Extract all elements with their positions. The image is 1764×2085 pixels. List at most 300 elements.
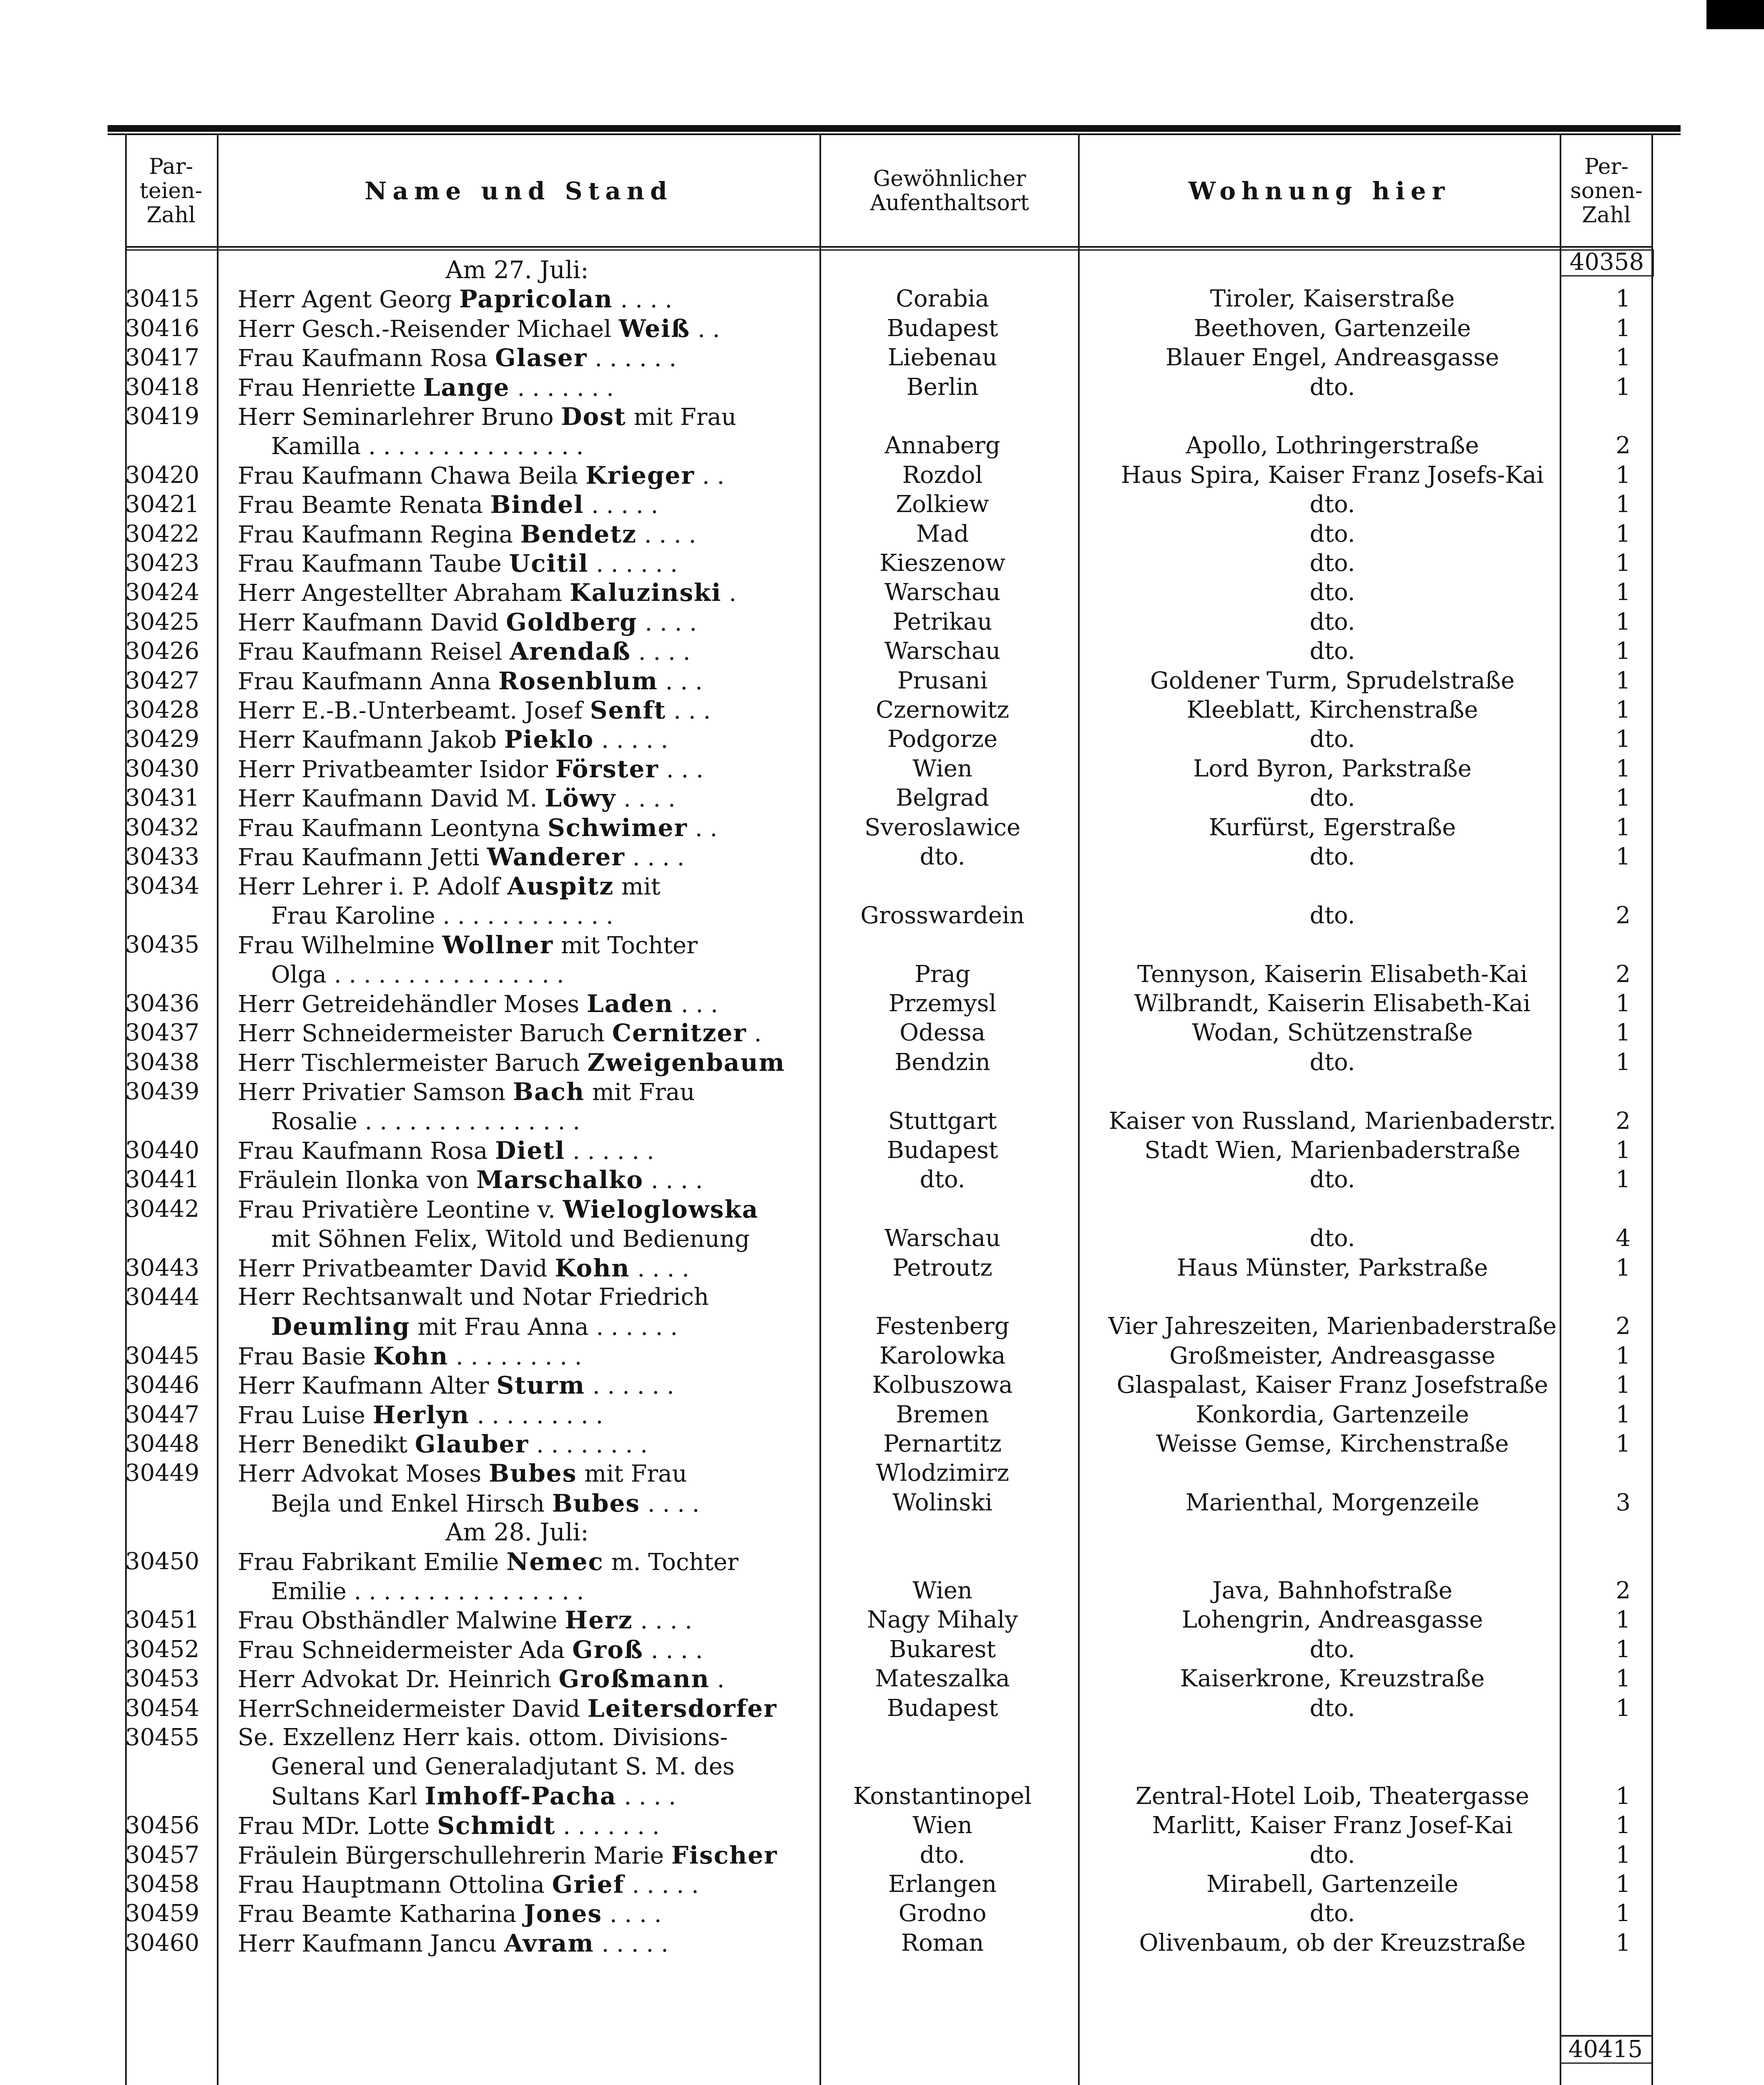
name-tail: . . <box>690 315 720 343</box>
table-row <box>125 872 1651 930</box>
name-prefix: Herr Advokat Dr. Heinrich <box>238 1666 559 1693</box>
surname: Ucitil <box>509 549 589 578</box>
surname: Nemec <box>506 1547 604 1576</box>
entry-number: 30418 <box>125 373 200 401</box>
table-row <box>125 1341 1651 1371</box>
name-prefix: Herr Benedikt <box>238 1431 415 1458</box>
table-row <box>125 637 1651 666</box>
table-row <box>125 1283 1651 1341</box>
residence: dto. <box>1309 1900 1355 1927</box>
name-prefix: Frau Kaufmann Jetti <box>238 844 487 871</box>
header-rule <box>125 246 1651 248</box>
table-row <box>125 343 1651 372</box>
name-tail: mit <box>614 873 661 901</box>
name-tail: . . . . <box>602 1901 662 1928</box>
table-row <box>125 1400 1651 1429</box>
residence: dto. <box>1309 1166 1355 1193</box>
entry-number: 30419 <box>125 403 200 430</box>
persons: 1 <box>1616 1635 1631 1663</box>
entry-number: 30438 <box>125 1048 200 1076</box>
surname: Löwy <box>545 784 616 813</box>
residence: dto. <box>1309 1694 1355 1722</box>
name-prefix: Herr Kaufmann Alter <box>238 1372 497 1400</box>
residence: Beethoven, Gartenzeile <box>1194 314 1471 342</box>
origin: Belgrad <box>895 784 990 812</box>
residence: dto. <box>1309 902 1355 929</box>
surname: Auspitz <box>507 872 614 901</box>
residence: dto. <box>1309 784 1355 812</box>
name-line <box>238 1195 930 1225</box>
entry-number: 30439 <box>125 1078 200 1105</box>
origin: Wlodzimirz <box>876 1460 1009 1487</box>
surname: Kohn <box>373 1341 449 1370</box>
name-prefix: Frau Kaufmann Leontyna <box>238 814 548 842</box>
table-row <box>125 1371 1651 1400</box>
header-residence: Wohnung hier <box>1188 176 1451 205</box>
name-prefix: Herr Kaufmann David M. <box>238 785 545 813</box>
surname: Kaluzinski <box>570 578 722 607</box>
name-prefix: Frau Obsthändler Malwine <box>238 1607 565 1635</box>
table-row <box>125 725 1651 754</box>
origin: Prusani <box>897 667 988 694</box>
name-continuation: Olga . . . . . . . . . . . . . . . . <box>271 961 564 989</box>
entry-number: 30415 <box>125 285 200 313</box>
name-prefix: Frau Kaufmann Rosa <box>238 1138 495 1165</box>
residence: Weisse Gemse, Kirchenstraße <box>1156 1430 1509 1457</box>
persons: 2 <box>1616 1577 1631 1604</box>
origin: Warschau <box>884 579 1001 606</box>
name-prefix: Herr Tischlermeister Baruch <box>238 1049 588 1077</box>
name-tail: . . . . . . . <box>555 1813 660 1840</box>
origin: Bremen <box>896 1401 989 1428</box>
residence: Haus Münster, Parkstraße <box>1176 1254 1488 1281</box>
name-prefix: Frau Kaufmann Anna <box>238 668 499 695</box>
table-row <box>125 1459 1651 1517</box>
surname: Jones <box>524 1899 603 1928</box>
entry-number: 30451 <box>125 1606 200 1634</box>
surname: Lange <box>423 373 510 402</box>
persons: 1 <box>1616 1900 1631 1927</box>
name-tail: . <box>721 580 736 607</box>
name-tail: . . . <box>666 697 711 724</box>
surname: Glauber <box>415 1430 529 1458</box>
name-tail: . . . . <box>633 1607 692 1635</box>
persons: 1 <box>1616 784 1631 812</box>
entry-number: 30447 <box>125 1401 200 1428</box>
entry-number: 30458 <box>125 1871 200 1898</box>
entry-number: 30449 <box>125 1460 200 1487</box>
persons: 1 <box>1616 1841 1631 1869</box>
entry-number: 30432 <box>125 814 200 841</box>
name-tail: mit Tochter <box>553 932 698 960</box>
persons: 1 <box>1616 1019 1631 1047</box>
name-prefix: Herr Getreidehändler Moses <box>238 991 587 1018</box>
entry-number: 30456 <box>125 1812 200 1839</box>
residence: Glaspalast, Kaiser Franz Josefstraße <box>1116 1372 1548 1399</box>
header-persons: Per- sonen- Zahl <box>1570 154 1643 228</box>
residence: Marlitt, Kaiser Franz Josef-Kai <box>1152 1812 1513 1839</box>
entry-number: 30422 <box>125 520 200 548</box>
persons: 1 <box>1616 843 1631 870</box>
persons: 1 <box>1616 314 1631 342</box>
entry-number: 30416 <box>125 314 200 342</box>
persons: 1 <box>1616 461 1631 489</box>
name-prefix: Se. Exzellenz Herr kais. ottom. Divisions- <box>238 1724 728 1751</box>
origin: Karolowka <box>879 1342 1006 1369</box>
origin: Bendzin <box>895 1048 990 1076</box>
name-tail: . . . . <box>613 286 673 314</box>
residence: dto. <box>1309 608 1355 636</box>
table-row <box>125 1664 1651 1693</box>
persons: 1 <box>1616 1401 1631 1428</box>
header-rule-thin <box>125 249 1651 251</box>
residence: Marienthal, Morgenzeile <box>1185 1489 1480 1516</box>
residence: dto. <box>1309 520 1355 548</box>
name-prefix: Herr Rechtsanwalt und Notar Friedrich <box>238 1284 709 1311</box>
name-tail: . . . <box>658 756 704 783</box>
origin: Berlin <box>906 373 979 401</box>
name-tail: . . . . . . <box>588 550 678 578</box>
origin: Stuttgart <box>888 1107 997 1135</box>
surname: Glaser <box>495 344 588 372</box>
origin: Warschau <box>884 1225 1001 1252</box>
name-tail: . . . . <box>616 785 676 813</box>
table-row <box>125 1811 1651 1840</box>
origin: Corabia <box>896 285 989 313</box>
residence: Kleeblatt, Kirchenstraße <box>1186 696 1478 723</box>
entry-number: 30448 <box>125 1430 200 1457</box>
table-row <box>125 754 1651 784</box>
origin: Grosswardein <box>860 902 1025 929</box>
entry-number: 30436 <box>125 990 200 1017</box>
origin: Petrikau <box>892 608 993 636</box>
surname: Herz <box>565 1606 633 1635</box>
name-prefix: Frau Kaufmann Rosa <box>238 345 495 372</box>
name-tail: mit Frau <box>577 1460 687 1488</box>
name-line <box>238 1283 930 1312</box>
persons: 1 <box>1616 696 1631 723</box>
entry-number: 30452 <box>125 1635 200 1663</box>
persons: 1 <box>1616 1137 1631 1164</box>
header-origin: Gewöhnlicher Aufenthaltsort <box>870 166 1029 216</box>
surname: Bindel <box>490 490 584 519</box>
name-prefix: Frau Kaufmann Chawa Beila <box>238 462 586 490</box>
name-tail: . . . . . . . <box>510 374 614 402</box>
table-row <box>125 1723 1651 1811</box>
origin: Kieszenow <box>879 550 1005 577</box>
surname: Laden <box>586 990 673 1018</box>
persons: 1 <box>1616 373 1631 401</box>
name-continuation: Frau Karoline . . . . . . . . . . . . <box>271 902 613 930</box>
name-tail: . . . . <box>616 1783 676 1810</box>
residence: dto. <box>1309 491 1355 518</box>
entry-number: 30430 <box>125 755 200 782</box>
name-prefix: Frau Luise <box>238 1402 373 1429</box>
surname: Rosenblum <box>498 666 658 695</box>
table-row <box>125 1195 1651 1254</box>
name-continuation: Bejla und Enkel Hirsch <box>271 1490 552 1518</box>
origin: Odessa <box>900 1019 985 1047</box>
name-prefix: Fräulein Ilonka von <box>238 1167 477 1194</box>
entry-number: 30425 <box>125 608 200 636</box>
entry-number: 30460 <box>125 1929 200 1957</box>
origin: Mad <box>916 520 969 548</box>
origin: Konstantinopel <box>853 1782 1032 1810</box>
name-continuation: mit Frau Anna . . . . . . <box>410 1314 678 1341</box>
surname: Schwimer <box>547 813 688 842</box>
persons: 1 <box>1616 1342 1631 1369</box>
entry-number: 30457 <box>125 1841 200 1869</box>
entry-number: 30435 <box>125 931 200 959</box>
persons: 1 <box>1616 1606 1631 1634</box>
persons: 1 <box>1616 667 1631 694</box>
name-prefix: Frau Schneidermeister Ada <box>238 1636 573 1664</box>
name-continuation: Rosalie . . . . . . . . . . . . . . . <box>271 1108 580 1135</box>
entry-number: 30444 <box>125 1284 200 1311</box>
persons: 4 <box>1616 1225 1631 1252</box>
table-row <box>125 578 1651 607</box>
name-continuation: Kamilla . . . . . . . . . . . . . . . <box>271 433 584 460</box>
persons: 1 <box>1616 1782 1631 1810</box>
name-tail: mit Frau <box>585 1079 695 1106</box>
persons: 1 <box>1616 1166 1631 1193</box>
name-prefix: Frau MDr. Lotte <box>238 1813 437 1840</box>
surname: Wanderer <box>487 843 625 871</box>
name-tail: . . . . . . <box>587 345 676 372</box>
table-row <box>125 1605 1651 1635</box>
surname: Wollner <box>442 931 554 960</box>
table-row <box>125 696 1651 725</box>
entry-number: 30459 <box>125 1900 200 1927</box>
residence: dto. <box>1309 638 1355 665</box>
residence: Wilbrandt, Kaiserin Elisabeth-Kai <box>1134 990 1531 1017</box>
name-prefix: Herr Gesch.-Reisender Michael <box>238 315 619 343</box>
surname: Deumling <box>271 1312 410 1341</box>
surname: Cernitzer <box>612 1019 747 1048</box>
residence: Haus Spira, Kaiser Franz Josefs-Kai <box>1121 461 1544 489</box>
origin: Mateszalka <box>875 1665 1010 1693</box>
entry-number: 30434 <box>125 872 200 900</box>
name-prefix: Frau Privatière Leontine v. <box>238 1196 563 1223</box>
name-tail: . . . . . . <box>585 1372 674 1400</box>
surname: Groß <box>572 1635 643 1664</box>
name-tail: . . . <box>673 991 718 1018</box>
table-row <box>125 1841 1651 1870</box>
section-date: Am 28. Juli: <box>445 1518 589 1547</box>
name-tail: . . <box>688 814 718 842</box>
surname: Bubes <box>552 1489 641 1518</box>
name-prefix: HerrSchneidermeister David <box>238 1695 588 1723</box>
persons: 2 <box>1616 960 1631 988</box>
name-tail: . . . . <box>631 638 691 666</box>
table-row <box>125 608 1651 637</box>
name-prefix: Frau Kaufmann Reisel <box>238 638 510 666</box>
name-tail: . . . . . . . . <box>529 1431 648 1458</box>
name-tail: . . . . <box>643 1636 703 1664</box>
name-prefix: Frau Kaufmann Taube <box>238 550 509 578</box>
origin: Kolbuszowa <box>872 1372 1013 1399</box>
name-prefix: Herr Lehrer i. P. Adolf <box>238 873 508 901</box>
entry-number: 30433 <box>125 843 200 870</box>
final-total: 40415 <box>1560 2035 1651 2064</box>
top-rule-thin <box>108 133 1681 135</box>
table-row <box>125 1870 1651 1899</box>
table-row <box>125 1018 1651 1048</box>
entry-number: 30437 <box>125 1019 200 1047</box>
persons: 1 <box>1616 814 1631 841</box>
table-row <box>125 842 1651 872</box>
residence: Kurfürst, Egerstraße <box>1209 814 1456 841</box>
name-line <box>238 1077 930 1107</box>
header-number: Par- teien- Zahl <box>139 154 203 228</box>
residence: Kaiser von Russland, Marienbaderstr. <box>1108 1107 1556 1135</box>
entry-number: 30427 <box>125 667 200 694</box>
residence: Lohengrin, Andreasgasse <box>1181 1606 1483 1634</box>
name-continuation: mit Söhnen Felix, Witold und Bedienung <box>271 1225 750 1253</box>
name-line <box>238 872 930 902</box>
persons: 1 <box>1616 491 1631 518</box>
entry-number: 30423 <box>125 550 200 577</box>
persons: 2 <box>1616 432 1631 460</box>
surname: Krieger <box>585 461 695 490</box>
surname: Arendaß <box>510 637 631 666</box>
residence: dto. <box>1309 726 1355 753</box>
surname: Pieklo <box>504 725 594 754</box>
entry-number: 30454 <box>125 1694 200 1722</box>
origin: Festenberg <box>875 1313 1010 1340</box>
name-prefix: Herr Advokat Moses <box>238 1460 489 1488</box>
scan-corner-block <box>1706 0 1764 29</box>
origin: Annaberg <box>885 432 1000 460</box>
origin: Bukarest <box>889 1635 996 1663</box>
residence: Lord Byron, Parkstraße <box>1193 755 1472 782</box>
entry-number: 30453 <box>125 1665 200 1693</box>
surname: Kohn <box>555 1254 630 1282</box>
origin: Grodno <box>898 1900 987 1927</box>
table-row <box>125 1429 1651 1459</box>
column-rule <box>1651 133 1653 2085</box>
name-prefix: Frau Basie <box>238 1343 374 1370</box>
residence: Vier Jahreszeiten, Marienbaderstraße <box>1108 1313 1557 1340</box>
table-row <box>125 1547 1651 1606</box>
surname: Schmidt <box>437 1811 556 1840</box>
residence: dto. <box>1309 1225 1355 1252</box>
origin: Liebenau <box>887 344 998 372</box>
entry-number: 30431 <box>125 784 200 812</box>
persons: 1 <box>1616 726 1631 753</box>
table-row <box>125 1254 1651 1283</box>
name-tail: . . <box>694 462 725 490</box>
origin: Zolkiew <box>896 491 989 518</box>
name-tail: . . . . . <box>594 1930 668 1957</box>
origin: Podgorze <box>887 726 998 753</box>
name-tail: . <box>709 1666 725 1693</box>
persons: 1 <box>1616 755 1631 782</box>
entry-number: 30426 <box>125 638 200 665</box>
persons: 2 <box>1616 1107 1631 1135</box>
origin: Roman <box>901 1929 984 1957</box>
name-prefix: Frau Wilhelmine <box>238 932 442 960</box>
origin-line2: Wolinski <box>892 1489 993 1516</box>
entry-number: 30455 <box>125 1724 200 1751</box>
persons: 3 <box>1616 1489 1631 1516</box>
surname: Großmann <box>558 1665 710 1693</box>
name-prefix: Fräulein Bürgerschullehrerin Marie <box>238 1842 671 1869</box>
persons: 2 <box>1616 902 1631 929</box>
surname: Förster <box>555 754 659 783</box>
residence: Olivenbaum, ob der Kreuzstraße <box>1139 1929 1526 1957</box>
persons: 1 <box>1616 1048 1631 1076</box>
name-tail: . . . . . . . . . <box>469 1402 603 1429</box>
entry-number: 30443 <box>125 1254 200 1281</box>
residence: Kaiserkrone, Kreuzstraße <box>1180 1665 1485 1693</box>
name-prefix: Herr Kaufmann David <box>238 609 506 636</box>
surname: Grief <box>552 1870 625 1899</box>
name-tail: . . . . <box>630 1255 689 1282</box>
name-tail: . . . . <box>625 844 685 871</box>
table-row <box>125 402 1651 461</box>
origin: Czernowitz <box>876 696 1009 723</box>
residence: Java, Bahnhofstraße <box>1212 1577 1452 1604</box>
surname: Weiß <box>618 314 691 343</box>
name-prefix: Herr Seminarlehrer Bruno <box>238 404 561 431</box>
surname: Bubes <box>489 1459 577 1488</box>
origin: Petroutz <box>892 1254 993 1281</box>
persons: 1 <box>1616 1372 1631 1399</box>
persons: 1 <box>1616 1430 1631 1457</box>
name-tail: . . . . . <box>594 726 668 754</box>
carried-total: 40358 <box>1560 249 1654 276</box>
name-prefix: Herr Schneidermeister Baruch <box>238 1020 612 1048</box>
residence: dto. <box>1309 373 1355 401</box>
surname: Goldberg <box>506 608 638 636</box>
persons: 1 <box>1616 1254 1631 1281</box>
section-date: Am 27. Juli: <box>445 256 589 284</box>
name-tail: mit Frau <box>626 404 736 431</box>
residence: Tennyson, Kaiserin Elisabeth-Kai <box>1137 960 1528 988</box>
origin: Wien <box>912 1577 972 1604</box>
surname: Imhoff-Pacha <box>425 1782 617 1810</box>
origin: Rozdol <box>902 461 983 489</box>
residence: Konkordia, Gartenzeile <box>1196 1401 1469 1428</box>
residence: dto. <box>1309 579 1355 606</box>
residence: Mirabell, Gartenzeile <box>1206 1871 1459 1898</box>
origin: Prag <box>915 960 970 988</box>
surname: Wieloglowska <box>563 1195 759 1223</box>
table-row <box>125 373 1651 402</box>
origin: Budapest <box>887 1137 998 1164</box>
persons: 1 <box>1616 990 1631 1017</box>
origin: Wien <box>912 1812 972 1839</box>
table-row <box>125 1899 1651 1928</box>
name-prefix: Frau Hauptmann Ottolina <box>238 1871 552 1899</box>
name-tail: . . . <box>658 668 703 695</box>
surname: Dost <box>561 402 626 431</box>
name-tail: . . . . <box>637 609 697 636</box>
name-prefix: Herr Angestellter Abraham <box>238 580 570 607</box>
persons: 1 <box>1616 1929 1631 1957</box>
entry-number: 30442 <box>125 1195 200 1223</box>
surname: Dietl <box>495 1136 565 1165</box>
persons: 1 <box>1616 579 1631 606</box>
table-row <box>125 461 1651 490</box>
surname: Senft <box>590 696 666 724</box>
persons: 1 <box>1616 638 1631 665</box>
name-tail: . . . . . . <box>565 1138 654 1165</box>
residence: Goldener Turm, Sprudelstraße <box>1150 667 1515 694</box>
origin: dto. <box>920 1166 965 1193</box>
entry-number: 30445 <box>125 1342 200 1369</box>
